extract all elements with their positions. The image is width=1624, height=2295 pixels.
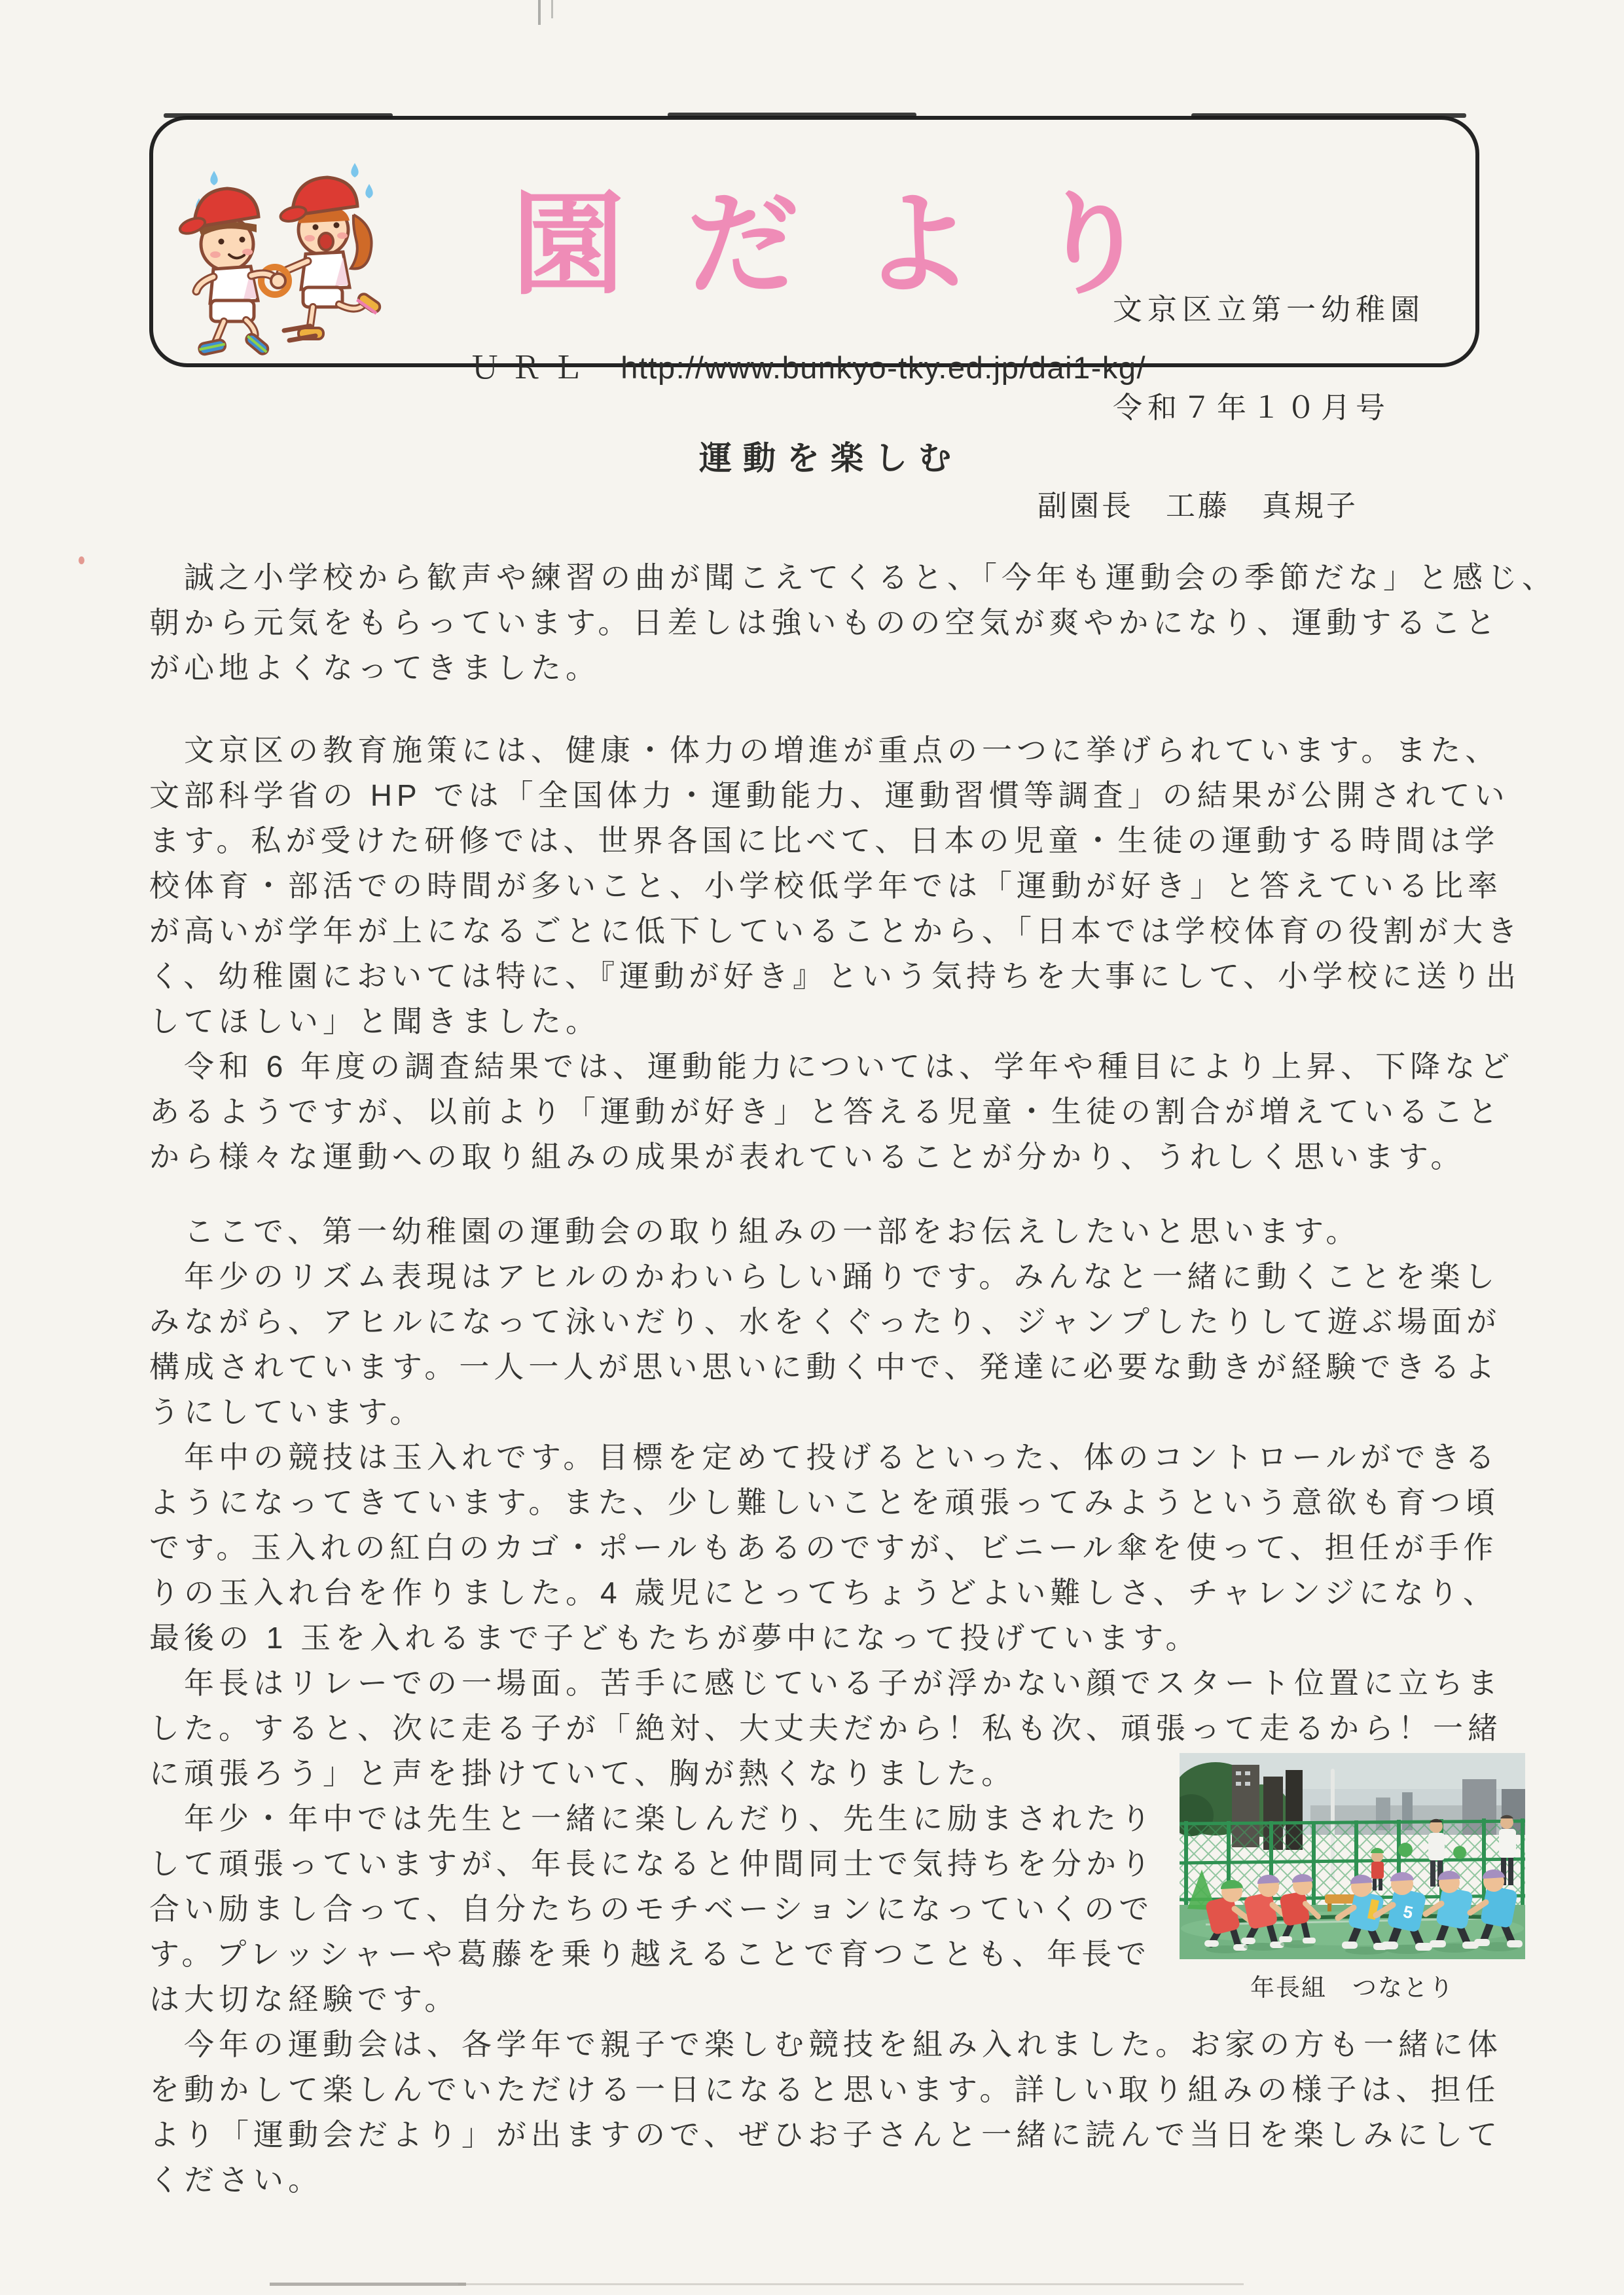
text-line: して頑張っていますが、年長になると仲間同士で気持ちを分かり [149,1847,1155,1881]
photo-caption: 年長組 つなとり [1250,1974,1454,2001]
running-children-illustration [158,159,394,362]
svg-text:5: 5 [1401,1901,1415,1923]
scan-artifact [1191,113,1466,118]
school-name: 文京区立第一幼稚園 [1113,293,1426,326]
paragraph-gap [149,689,1499,727]
girl-runner [279,177,382,339]
text-line: 文部科学省の HP では「全国体力・運動能力、運動習慣等調査」の結果が公開されてい [149,778,1509,812]
scan-artifact [270,2283,466,2286]
text-line: ます。私が受けた研修では、世界各国に比べて、日本の児童・生徒の運動する時間は学 [149,823,1500,858]
text-line: あるようですが、以前より「運動が好き」と答える児童・生徒の割合が増えていること [149,1094,1502,1129]
text-line: ここで、第一幼稚園の運動会の取り組みの一部をお伝えしたいと思います。 [149,1214,1361,1248]
text-line: が心地よくなってきました。 [149,651,600,685]
scan-artifact [538,0,541,25]
text-line: 年少のリズム表現はアヒルのかわいらしい踊りです。みんなと一緒に動くことを楽し [149,1259,1500,1293]
text-line: に頑張ろう」と声を掛けていて、胸が熱くなりました。 [149,1756,1017,1790]
text-line: は大切な経験です。 [149,1982,460,2016]
text-line: してほしい」と聞きました。 [149,1004,600,1038]
scan-artifact [551,0,553,18]
text-line: 合い励まし合って、自分たちのモチベーションになっていくので [149,1892,1154,1926]
paragraph-block [149,554,1557,689]
text-line: ようになってきています。また、少し難しいことを頑張ってみようという意欲も育つ頃 [149,1485,1500,1519]
text-line: から様々な運動への取り組みの成果が表れていることが分かり、うれしく思います。 [149,1140,1466,1174]
text-line: く、幼稚園においては特に、『運動が好き』という気持ちを大事にして、小学校に送り出 [149,959,1521,993]
text-line: 令和 6 年度の調査結果では、運動能力については、学年や種目により上昇、下降など [149,1049,1515,1083]
text-line: 年少・年中では先生と一緒に楽しんだり、先生に励まされたり [149,1801,1155,1835]
text-line: みながら、アヒルになって泳いだり、水をくぐったり、ジャンプしたりして遊ぶ場面が [149,1305,1502,1339]
text-line: ください。 [149,2163,323,2197]
url-value: http://www.bunkyo-tky.ed.jp/dai1-kg/ [621,350,1147,385]
paragraph-block [149,1208,1502,2201]
scan-artifact [164,113,393,118]
text-line: 誠之小学校から歓声や練習の曲が聞こえてくると、「今年も運動会の季節だな」と感じ、 [149,560,1557,594]
text-line: す。プレッシャーや葛藤を乗り越えることで育つことも、年長で [149,1937,1151,1971]
url-label: ＵＲＬ [469,350,594,385]
tug-of-war-photo [1180,1753,1525,1959]
newsletter-title: 園だより [512,182,1211,308]
text-line: 年中の競技は玉入れです。目標を定めて投げるといった、体のコントロールができる [149,1440,1500,1474]
article-title: 運動を楽しむ [699,440,962,477]
scan-artifact [458,2283,1244,2285]
url-line [435,308,1146,424]
text-line: 構成されています。一人一人が思い思いに動く中で、発達に必要な動きが経験できるよ [149,1350,1500,1384]
issue-label: 令和７年１０月号 [1113,391,1391,424]
text-line: 最後の 1 玉を入れるまで子どもたちが夢中になって投げています。 [149,1621,1200,1655]
text-line: より「運動会だより」が出ますので、ぜひお子さんと一緒に読んで当日を楽しみにして [149,2118,1502,2152]
text-line: を動かして楽しんでいただける一日になると思います。詳しい取り組みの様子は、担任 [149,2072,1500,2106]
article-author: 副園長 工藤 真規子 [1038,489,1359,522]
text-line: が高いが学年が上になるごとに低下していることから、「日本では学校体育の役割が大き [149,914,1522,948]
text-line: した。すると、次に走る子が「絶対、大丈夫だから！私も次、頑張って走るから！一緒 [149,1711,1502,1745]
text-line: 校体育・部活での時間が多いこと、小学校低学年では「運動が好き」と答えている比率 [149,869,1502,903]
text-line: 朝から元気をもらっています。日差しは強いものの空気が爽やかになり、運動すること [149,605,1500,640]
scan-artifact [79,556,84,564]
text-line: 文京区の教育施策には、健康・体力の増進が重点の一つに挙げられています。また、 [149,733,1500,767]
paragraph-gap [149,1178,1499,1208]
text-line: 今年の運動会は、各学年で親子で楽しむ競技を組み入れました。お家の方も一緒に体 [149,2027,1502,2061]
boy-runner [178,189,285,356]
scan-artifact [668,113,916,117]
text-line: りの玉入れ台を作りました。4 歳児にとってちょうどよい難しさ、チャレンジになり、 [149,1576,1498,1610]
text-line: です。玉入れの紅白のカゴ・ポールもあるのですが、ビニール傘を使って、担任が手作 [149,1530,1498,1564]
text-line: 年長はリレーでの一場面。苦手に感じている子が浮かない顔でスタート位置に立ちま [149,1666,1502,1700]
text-line: うにしています。 [149,1395,425,1429]
paragraph-block [149,727,1522,1178]
